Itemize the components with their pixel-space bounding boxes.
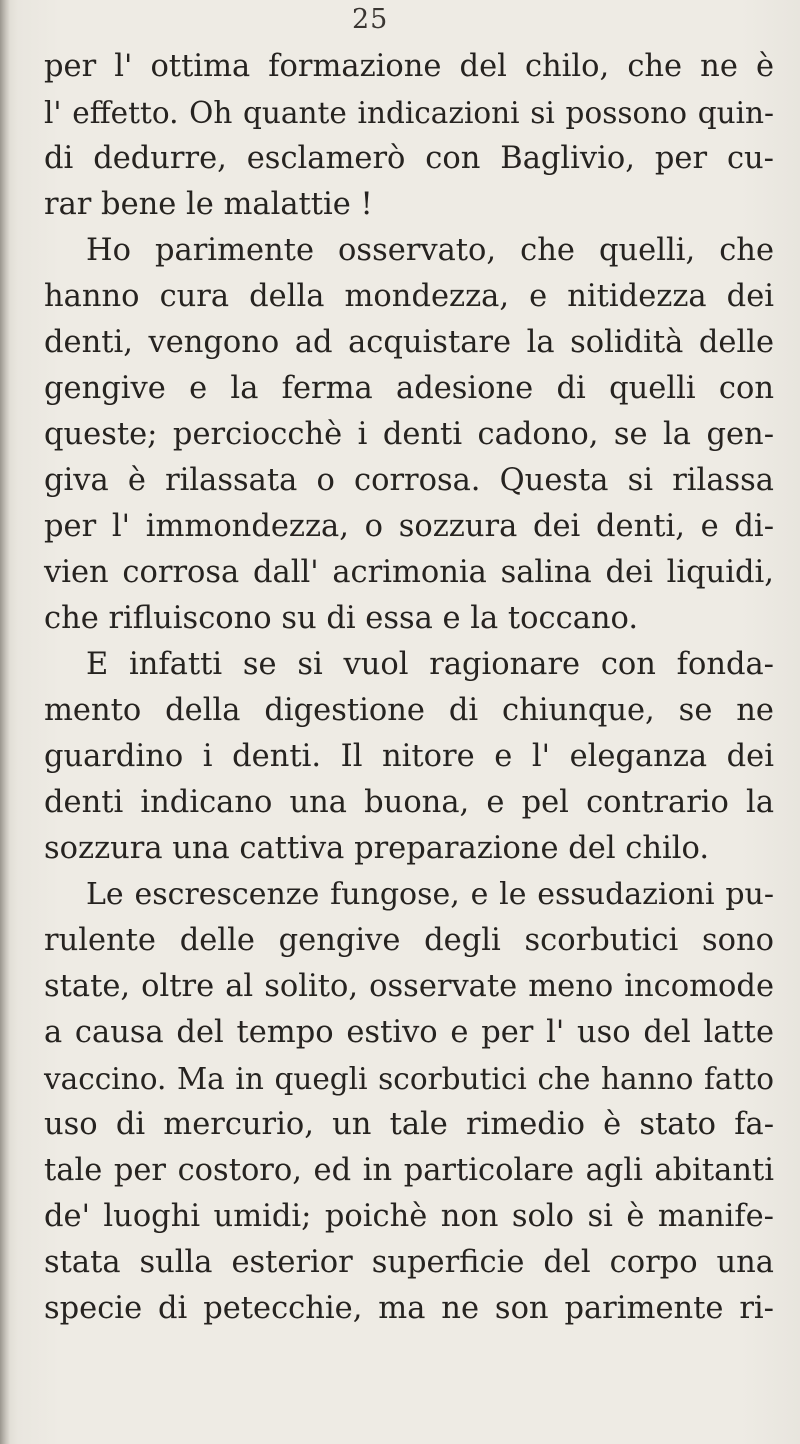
text-line: tale per costoro, ed in particolare agli abitanti bbox=[44, 1153, 774, 1188]
text-line: mento della digestione di chiunque, se ne bbox=[44, 693, 774, 728]
text-line: vien corrosa dall' acrimonia salina dei liquidi, bbox=[44, 555, 774, 590]
page-number: 25 bbox=[352, 4, 389, 35]
text-line: gengive e la ferma adesione di quelli con bbox=[44, 371, 774, 406]
binding-edge bbox=[0, 0, 10, 1444]
text-line: per l' ottima formazione del chilo, che ne è bbox=[44, 49, 774, 84]
text-line: stata sulla esterior superficie del corpo una bbox=[44, 1245, 774, 1280]
text-line: uso di mercurio, un tale rimedio è stato fa- bbox=[44, 1107, 774, 1142]
text-line: sozzura una cattiva preparazione del chilo. bbox=[44, 831, 710, 866]
text-line: giva è rilassata o corrosa. Questa si rilassa bbox=[44, 463, 774, 498]
paragraph-first-line: Ho parimente osservato, che quelli, che bbox=[86, 233, 774, 268]
text-line: l' effetto. Oh quante indicazioni si possono quin- bbox=[44, 96, 774, 130]
text-line: state, oltre al solito, osservate meno incomode bbox=[44, 969, 774, 1004]
text-line: rar bene le malattie ! bbox=[44, 187, 373, 222]
text-line: de' luoghi umidi; poichè non solo si è manife- bbox=[44, 1199, 774, 1234]
text-line: rulente delle gengive degli scorbutici sono bbox=[44, 923, 774, 958]
text-line: per l' immondezza, o sozzura dei denti, e di- bbox=[44, 509, 774, 544]
paragraph-first-line: Le escrescenze fungose, e le essudazioni pu- bbox=[86, 877, 774, 912]
text-line: queste; perciocchè i denti cadono, se la gen- bbox=[44, 417, 774, 452]
text-line: a causa del tempo estivo e per l' uso del latte bbox=[44, 1015, 774, 1050]
text-line: denti, vengono ad acquistare la solidità delle bbox=[44, 325, 774, 360]
paragraph-first-line: E infatti se si vuol ragionare con fonda- bbox=[86, 647, 774, 682]
text-line: guardino i denti. Il nitore e l' eleganza dei bbox=[44, 739, 774, 774]
text-line: hanno cura della mondezza, e nitidezza dei bbox=[44, 279, 774, 314]
text-line: di dedurre, esclamerò con Baglivio, per cu- bbox=[44, 141, 774, 176]
text-line: che rifluiscono su di essa e la toccano. bbox=[44, 601, 639, 636]
text-line: specie di petecchie, ma ne son parimente ri- bbox=[44, 1291, 774, 1326]
text-line: denti indicano una buona, e pel contrario la bbox=[44, 785, 774, 820]
text-line: vaccino. Ma in quegli scorbutici che hanno fatto bbox=[44, 1062, 774, 1096]
